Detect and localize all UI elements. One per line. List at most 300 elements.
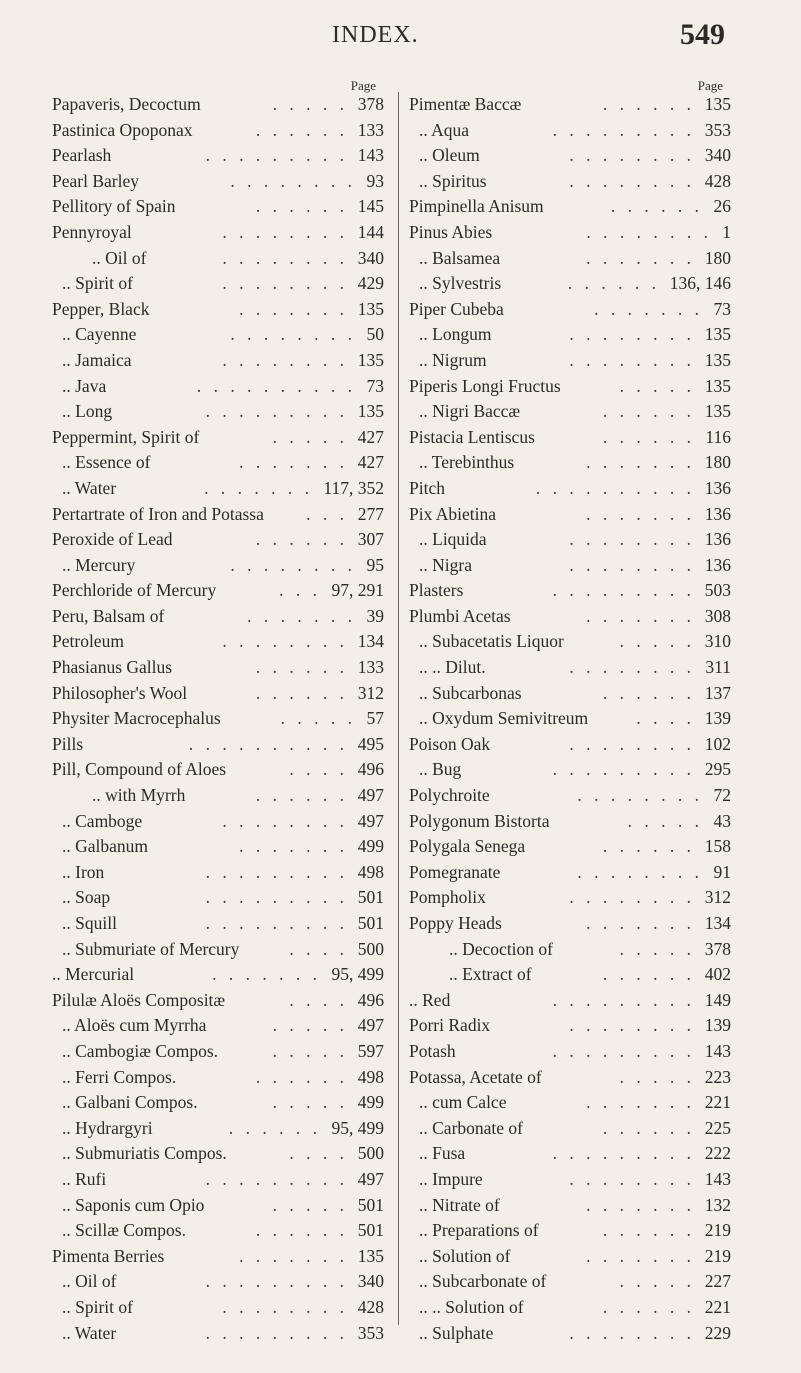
entry-term: .. Preparations of (419, 1220, 539, 1241)
leader-dots: . . . . . . . (594, 298, 703, 319)
leader-dots: . . . . . (619, 938, 695, 959)
leader-dots: . . . . . . . . (569, 349, 695, 370)
leader-dots: . . . . . . . . . (552, 580, 695, 601)
index-entry (409, 92, 731, 118)
entry-term: Physiter Macrocephalus (52, 708, 221, 729)
entry-term: .. Spiritus (419, 170, 487, 191)
leader-dots: . . . . . . (602, 94, 695, 114)
leader-dots: . . . . . . . (239, 836, 348, 857)
leader-dots: . . . . . . (255, 785, 348, 806)
leader-dots: . . . . . . . . (569, 324, 695, 345)
entry-page: 73 (713, 298, 731, 319)
entry-page: 136 (704, 503, 731, 524)
entry-page: 497 (357, 1015, 384, 1036)
index-entry (52, 271, 384, 297)
index-entry (409, 629, 731, 655)
index-entry (409, 1116, 731, 1142)
leader-dots: . . . . . . . (239, 298, 348, 319)
index-entry (409, 169, 731, 195)
leader-dots: . . . . . . . . (230, 554, 356, 575)
index-entry (409, 143, 731, 169)
entry-page: 340 (357, 1271, 384, 1292)
entry-term: .. Nitrate of (419, 1194, 500, 1215)
entry-page: 72 (713, 785, 731, 806)
entry-term: Pimpinella Anisum (409, 196, 544, 217)
index-entry (409, 118, 731, 144)
leader-dots: . . . . . . (255, 682, 348, 703)
entry-term: .. Impure (419, 1168, 483, 1189)
leader-dots: . . . . . . . (247, 605, 356, 626)
entry-page: 378 (704, 938, 731, 959)
leader-dots: . . . . . . (255, 1220, 348, 1241)
leader-dots: . . . . . (280, 708, 356, 729)
entry-term: .. Jamaica (62, 349, 132, 370)
index-entry (52, 297, 384, 323)
entry-page: 221 (704, 1092, 731, 1113)
index-entry (52, 578, 384, 604)
entry-term: .. Spirit of (62, 1296, 133, 1317)
entry-term: .. Mercury (62, 554, 136, 575)
entry-page: 43 (713, 810, 731, 831)
index-entry (409, 1295, 731, 1321)
index-entry (52, 169, 384, 195)
entry-page: 135 (357, 349, 384, 370)
entry-page: 498 (357, 861, 384, 882)
index-entry (409, 834, 731, 860)
leader-dots: . . . . . (627, 810, 703, 831)
entry-page: 495 (357, 733, 384, 754)
entry-page: 135 (357, 298, 384, 319)
index-entry (409, 502, 731, 528)
index-entry (52, 1090, 384, 1116)
index-entry (409, 962, 731, 988)
entry-term: .. Scillæ Compos. (62, 1220, 186, 1241)
entry-page: 229 (704, 1322, 731, 1343)
leader-dots: . . . . . . . . (569, 1015, 695, 1036)
entry-term: .. Essence of (62, 452, 151, 473)
entry-page: 310 (704, 631, 731, 652)
leader-dots: . . . . . . (255, 657, 348, 678)
entry-term: Petroleum (52, 631, 124, 652)
index-entry (409, 374, 731, 400)
index-entry (52, 348, 384, 374)
entry-page: 139 (704, 1015, 731, 1036)
page-header (0, 18, 801, 58)
entry-term: Polygonum Bistorta (409, 810, 550, 831)
entry-term: Pearl Barley (52, 170, 139, 191)
index-entry (52, 553, 384, 579)
leader-dots: . . . . . (272, 1194, 348, 1215)
entry-page: 97, 291 (331, 580, 384, 601)
index-entry (409, 937, 731, 963)
leader-dots: . . . . . . . . (230, 324, 356, 345)
leader-dots: . . . . . . . . . (552, 989, 695, 1010)
index-entry (409, 578, 731, 604)
entry-page: 136 (704, 529, 731, 550)
index-entry (52, 450, 384, 476)
entry-term: .. Longum (419, 324, 492, 345)
entry-page: 402 (704, 964, 731, 985)
entry-term: .. Sylvestris (419, 273, 502, 294)
entry-term: Porri Radix (409, 1015, 491, 1036)
leader-dots: . . . . . (272, 94, 348, 114)
entry-term: .. Submuriate of Mercury (62, 938, 240, 959)
entry-term: Pix Abietina (409, 503, 497, 524)
entry-page: 116 (705, 426, 731, 447)
entry-term: .. Spirit of (62, 273, 133, 294)
entry-page: 500 (357, 1143, 384, 1164)
leader-dots: . . . . . . (602, 401, 695, 422)
entry-page: 311 (705, 657, 731, 678)
entry-page: 50 (366, 324, 384, 345)
entry-page: 597 (357, 1040, 384, 1061)
column-page-heading: Page (350, 78, 376, 93)
entry-term: .. Water (62, 477, 117, 498)
entry-page: 497 (357, 810, 384, 831)
leader-dots: . . . . . (619, 1271, 695, 1292)
index-entry (52, 834, 384, 860)
entry-page: 135 (704, 375, 731, 396)
entry-term: .. Ferri Compos. (62, 1066, 177, 1087)
entry-term: .. Decoction of (449, 938, 553, 959)
entry-term: Pinus Abies (409, 221, 493, 242)
entry-term: .. Rufi (62, 1168, 107, 1189)
entry-page: 135 (704, 401, 731, 422)
leader-dots: . . . . . . . . (569, 1168, 695, 1189)
index-entry (52, 1295, 384, 1321)
entry-term: .. Long (62, 401, 113, 422)
index-entry (409, 732, 731, 758)
leader-dots: . . . . . . . . . (205, 913, 348, 933)
entry-page: 219 (704, 1220, 731, 1241)
entry-term: Pellitory of Spain (52, 196, 176, 217)
entry-term: .. Sulphate (419, 1322, 494, 1343)
leader-dots: . . . (306, 503, 348, 524)
index-entry (409, 860, 731, 886)
leader-dots: . . . . (289, 989, 348, 1010)
index-entry (409, 220, 731, 246)
index-entry (52, 1218, 384, 1244)
entry-page: 143 (357, 145, 384, 166)
entry-term: .. Oil of (92, 247, 147, 268)
leader-dots: . . . . . . . . . . (188, 733, 348, 754)
entry-term: Phasianus Gallus (52, 657, 173, 678)
leader-dots: . . . . . . . . . (205, 887, 348, 908)
entry-term: Plumbi Acetas (409, 605, 511, 626)
index-entry (409, 604, 731, 630)
index-entry (409, 681, 731, 707)
entry-page: 136 (704, 477, 731, 498)
entry-page: 133 (357, 119, 384, 140)
leader-dots: . . . . . . . . (569, 554, 695, 575)
index-entry (409, 988, 731, 1014)
index-entry (52, 860, 384, 886)
index-entry (409, 1065, 731, 1091)
leader-dots: . . . . . . . . (577, 785, 703, 806)
entry-term: .. Saponis cum Opio (62, 1194, 205, 1215)
index-entry (52, 962, 384, 988)
index-entry (409, 425, 731, 451)
leader-dots: . . . . . (272, 1092, 348, 1113)
entry-page: 117, 352 (323, 477, 384, 498)
entry-term: .. Subcarbonate of (419, 1271, 547, 1292)
entry-term: Pertartrate of Iron and Potassa (52, 503, 264, 524)
entry-term: .. Iron (62, 861, 105, 882)
leader-dots: . . . . . . (255, 1066, 348, 1087)
index-entry (52, 757, 384, 783)
leader-dots: . . . . . (272, 1040, 348, 1061)
leader-dots: . . . . . . . (586, 1092, 695, 1113)
index-entry (52, 1167, 384, 1193)
leader-dots: . . . . . . . . . (552, 1143, 695, 1164)
entry-page: 134 (357, 631, 384, 652)
leader-dots: . . . . . . (602, 426, 695, 447)
entry-page: 135 (704, 324, 731, 345)
leader-dots: . . . . . . . . . (205, 401, 348, 422)
index-entry (409, 450, 731, 476)
entry-page: 312 (357, 682, 384, 703)
leader-dots: . . . . . . (610, 196, 703, 217)
leader-dots: . . . . . . . . (569, 733, 695, 754)
entry-page: 95 (366, 554, 384, 575)
index-entry (52, 1116, 384, 1142)
index-entry (52, 1013, 384, 1039)
index-entry (409, 348, 731, 374)
index-entry (409, 1269, 731, 1295)
entry-page: 91 (713, 861, 731, 882)
entry-term: .. Carbonate of (419, 1117, 523, 1138)
leader-dots: . . . . . (272, 426, 348, 447)
entry-page: 26 (713, 196, 731, 217)
entry-page: 93 (366, 170, 384, 191)
entry-term: .. Camboge (62, 810, 143, 831)
column-divider (398, 92, 399, 1325)
leader-dots: . . . . . . . . (586, 221, 712, 242)
entry-page: 428 (704, 170, 731, 191)
leader-dots: . . . . . . . (586, 1245, 695, 1266)
entry-term: Pistacia Lentiscus (409, 426, 535, 447)
leader-dots: . . . . . . . . . (205, 1168, 348, 1189)
entry-page: 144 (357, 221, 384, 242)
index-entry (409, 322, 731, 348)
entry-page: 429 (357, 273, 384, 294)
index-entry (52, 988, 384, 1014)
index-entry (52, 220, 384, 246)
index-entry (52, 885, 384, 911)
index-entry (409, 1013, 731, 1039)
entry-page: 222 (704, 1143, 731, 1164)
index-entry (409, 809, 731, 835)
leader-dots: . . . . . . . . (569, 170, 695, 191)
entry-term: .. Solution of (419, 1245, 511, 1266)
index-entry (52, 732, 384, 758)
entry-page: 139 (704, 708, 731, 729)
entry-term: Plasters (409, 580, 464, 601)
leader-dots: . . . . . . . . (569, 529, 695, 550)
entry-term: .. Red (409, 989, 451, 1010)
entry-page: 499 (357, 1092, 384, 1113)
index-entry (52, 194, 384, 220)
entry-term: Peroxide of Lead (52, 529, 173, 550)
index-entry (52, 681, 384, 707)
index-entry (409, 1090, 731, 1116)
index-entry (409, 706, 731, 732)
index-entry (409, 885, 731, 911)
leader-dots: . . . . . . . . (569, 887, 695, 908)
entry-term: .. Nigrum (419, 349, 487, 370)
leader-dots: . . . . . . . (212, 964, 321, 985)
entry-page: 496 (357, 989, 384, 1010)
entry-term: Philosopher's Wool (52, 682, 188, 703)
index-entry (52, 1321, 384, 1347)
leader-dots: . . . . (289, 1143, 348, 1164)
index-entry (52, 1244, 384, 1270)
leader-dots: . . . . . . (602, 836, 695, 857)
entry-page: 307 (357, 529, 384, 550)
index-entry (52, 1141, 384, 1167)
page-number: 549 (680, 18, 725, 51)
index-entry (52, 118, 384, 144)
entry-page: 145 (357, 196, 384, 217)
index-entry (52, 655, 384, 681)
entry-term: Pills (52, 733, 84, 754)
leader-dots: . . . . . . . . (569, 1322, 695, 1343)
entry-term: .. Balsamea (419, 247, 501, 268)
leader-dots: . . . . . (272, 1015, 348, 1036)
entry-page: 158 (704, 836, 731, 857)
entry-term: Perchloride of Mercury (52, 580, 217, 601)
index-entry (52, 937, 384, 963)
leader-dots: . . . . . . . (586, 605, 695, 626)
leader-dots: . . . . . (619, 375, 695, 396)
entry-term: .. .. Solution of (419, 1296, 524, 1317)
entry-term: .. Water (62, 1322, 117, 1343)
entry-page: 503 (704, 580, 731, 601)
entry-page: 136 (704, 554, 731, 575)
entry-page: 312 (704, 887, 731, 908)
entry-term: Poison Oak (409, 733, 491, 754)
index-entry (409, 757, 731, 783)
entry-term: .. Hydrargyri (62, 1117, 153, 1138)
index-entry (52, 399, 384, 425)
leader-dots: . . . . . . . . (222, 221, 348, 242)
entry-term: .. Mercurial (52, 964, 135, 985)
leader-dots: . . . . . . . . . (205, 861, 348, 882)
index-entry (52, 1269, 384, 1295)
entry-page: 501 (357, 887, 384, 908)
column-page-heading: Page (697, 78, 723, 93)
entry-page: 501 (357, 1220, 384, 1241)
entry-term: .. Galbanum (62, 836, 149, 857)
entry-term: .. Aloës cum Myrrha (62, 1015, 207, 1036)
index-column-right (409, 78, 731, 1346)
entry-term: .. Cayenne (62, 324, 137, 345)
entry-term: Poppy Heads (409, 913, 502, 933)
index-entry (52, 425, 384, 451)
entry-page: 227 (704, 1271, 731, 1292)
leader-dots: . . . . . . . . (222, 631, 348, 652)
leader-dots: . . . . . . . (239, 452, 348, 473)
entry-term: .. Nigri Baccæ (419, 401, 521, 422)
entry-page: 149 (704, 989, 731, 1010)
index-entry (409, 911, 731, 937)
entry-page: 353 (357, 1322, 384, 1343)
leader-dots: . . . . . . . . (569, 145, 695, 166)
entry-term: Pastinica Opoponax (52, 119, 193, 140)
leader-dots: . . . . . . . . (222, 273, 348, 294)
entry-term: Papaveris, Decoctum (52, 94, 201, 114)
entry-page: 308 (704, 605, 731, 626)
index-entry (52, 629, 384, 655)
entry-page: 378 (357, 94, 384, 114)
index-entry (409, 399, 731, 425)
entry-term: Pimenta Berries (52, 1245, 165, 1266)
leader-dots: . . . . . . . . (230, 170, 356, 191)
index-entry (52, 92, 384, 118)
leader-dots: . . . . . . . . . (552, 1040, 695, 1061)
entry-page: 180 (704, 452, 731, 473)
leader-dots: . . . . . (619, 1066, 695, 1087)
index-entry (409, 194, 731, 220)
entry-term: Pitch (409, 477, 445, 498)
leader-dots: . . . . . . . . . (205, 1322, 348, 1343)
entry-page: 180 (704, 247, 731, 268)
entry-term: .. .. Dilut. (419, 657, 486, 678)
index-entry (409, 783, 731, 809)
entry-page: 496 (357, 759, 384, 780)
entry-term: Pimentæ Baccæ (409, 94, 522, 114)
entry-page: 135 (357, 401, 384, 422)
index-entry (409, 1244, 731, 1270)
entry-term: .. Galbani Compos. (62, 1092, 198, 1113)
entry-page: 136, 146 (669, 273, 731, 294)
entry-page: 497 (357, 1168, 384, 1189)
leader-dots: . . . . (636, 708, 695, 729)
entry-term: .. with Myrrh (92, 785, 186, 806)
entry-term: Piper Cubeba (409, 298, 504, 319)
entry-term: Pill, Compound of Aloes (52, 759, 227, 780)
index-entry (409, 297, 731, 323)
entry-page: 223 (704, 1066, 731, 1087)
leader-dots: . . . . . . (255, 529, 348, 550)
index-entry (409, 553, 731, 579)
entry-term: Pomegranate (409, 861, 501, 882)
index-entry (52, 1065, 384, 1091)
index-entry (52, 706, 384, 732)
index-entry (409, 1321, 731, 1347)
leader-dots: . . . (279, 580, 321, 601)
entry-page: 219 (704, 1245, 731, 1266)
entry-term: .. Soap (62, 887, 111, 908)
entry-term: Pennyroyal (52, 221, 132, 242)
index-column-left (52, 78, 384, 1346)
entry-term: Piperis Longi Fructus (409, 375, 561, 396)
index-entry (52, 809, 384, 835)
entry-term: Peppermint, Spirit of (52, 426, 200, 447)
entry-page: 221 (704, 1296, 731, 1317)
entry-page: 137 (704, 682, 731, 703)
leader-dots: . . . . . . . (204, 477, 313, 498)
entry-term: .. Submuriatis Compos. (62, 1143, 227, 1164)
entry-page: 135 (704, 349, 731, 370)
leader-dots: . . . . . . . (586, 503, 695, 524)
index-entry (52, 502, 384, 528)
entry-term: .. Java (62, 375, 107, 396)
entry-term: .. Oil of (62, 1271, 117, 1292)
entry-page: 427 (357, 426, 384, 447)
leader-dots: . . . . . . (602, 964, 695, 985)
leader-dots: . . . . . . . (586, 452, 695, 473)
